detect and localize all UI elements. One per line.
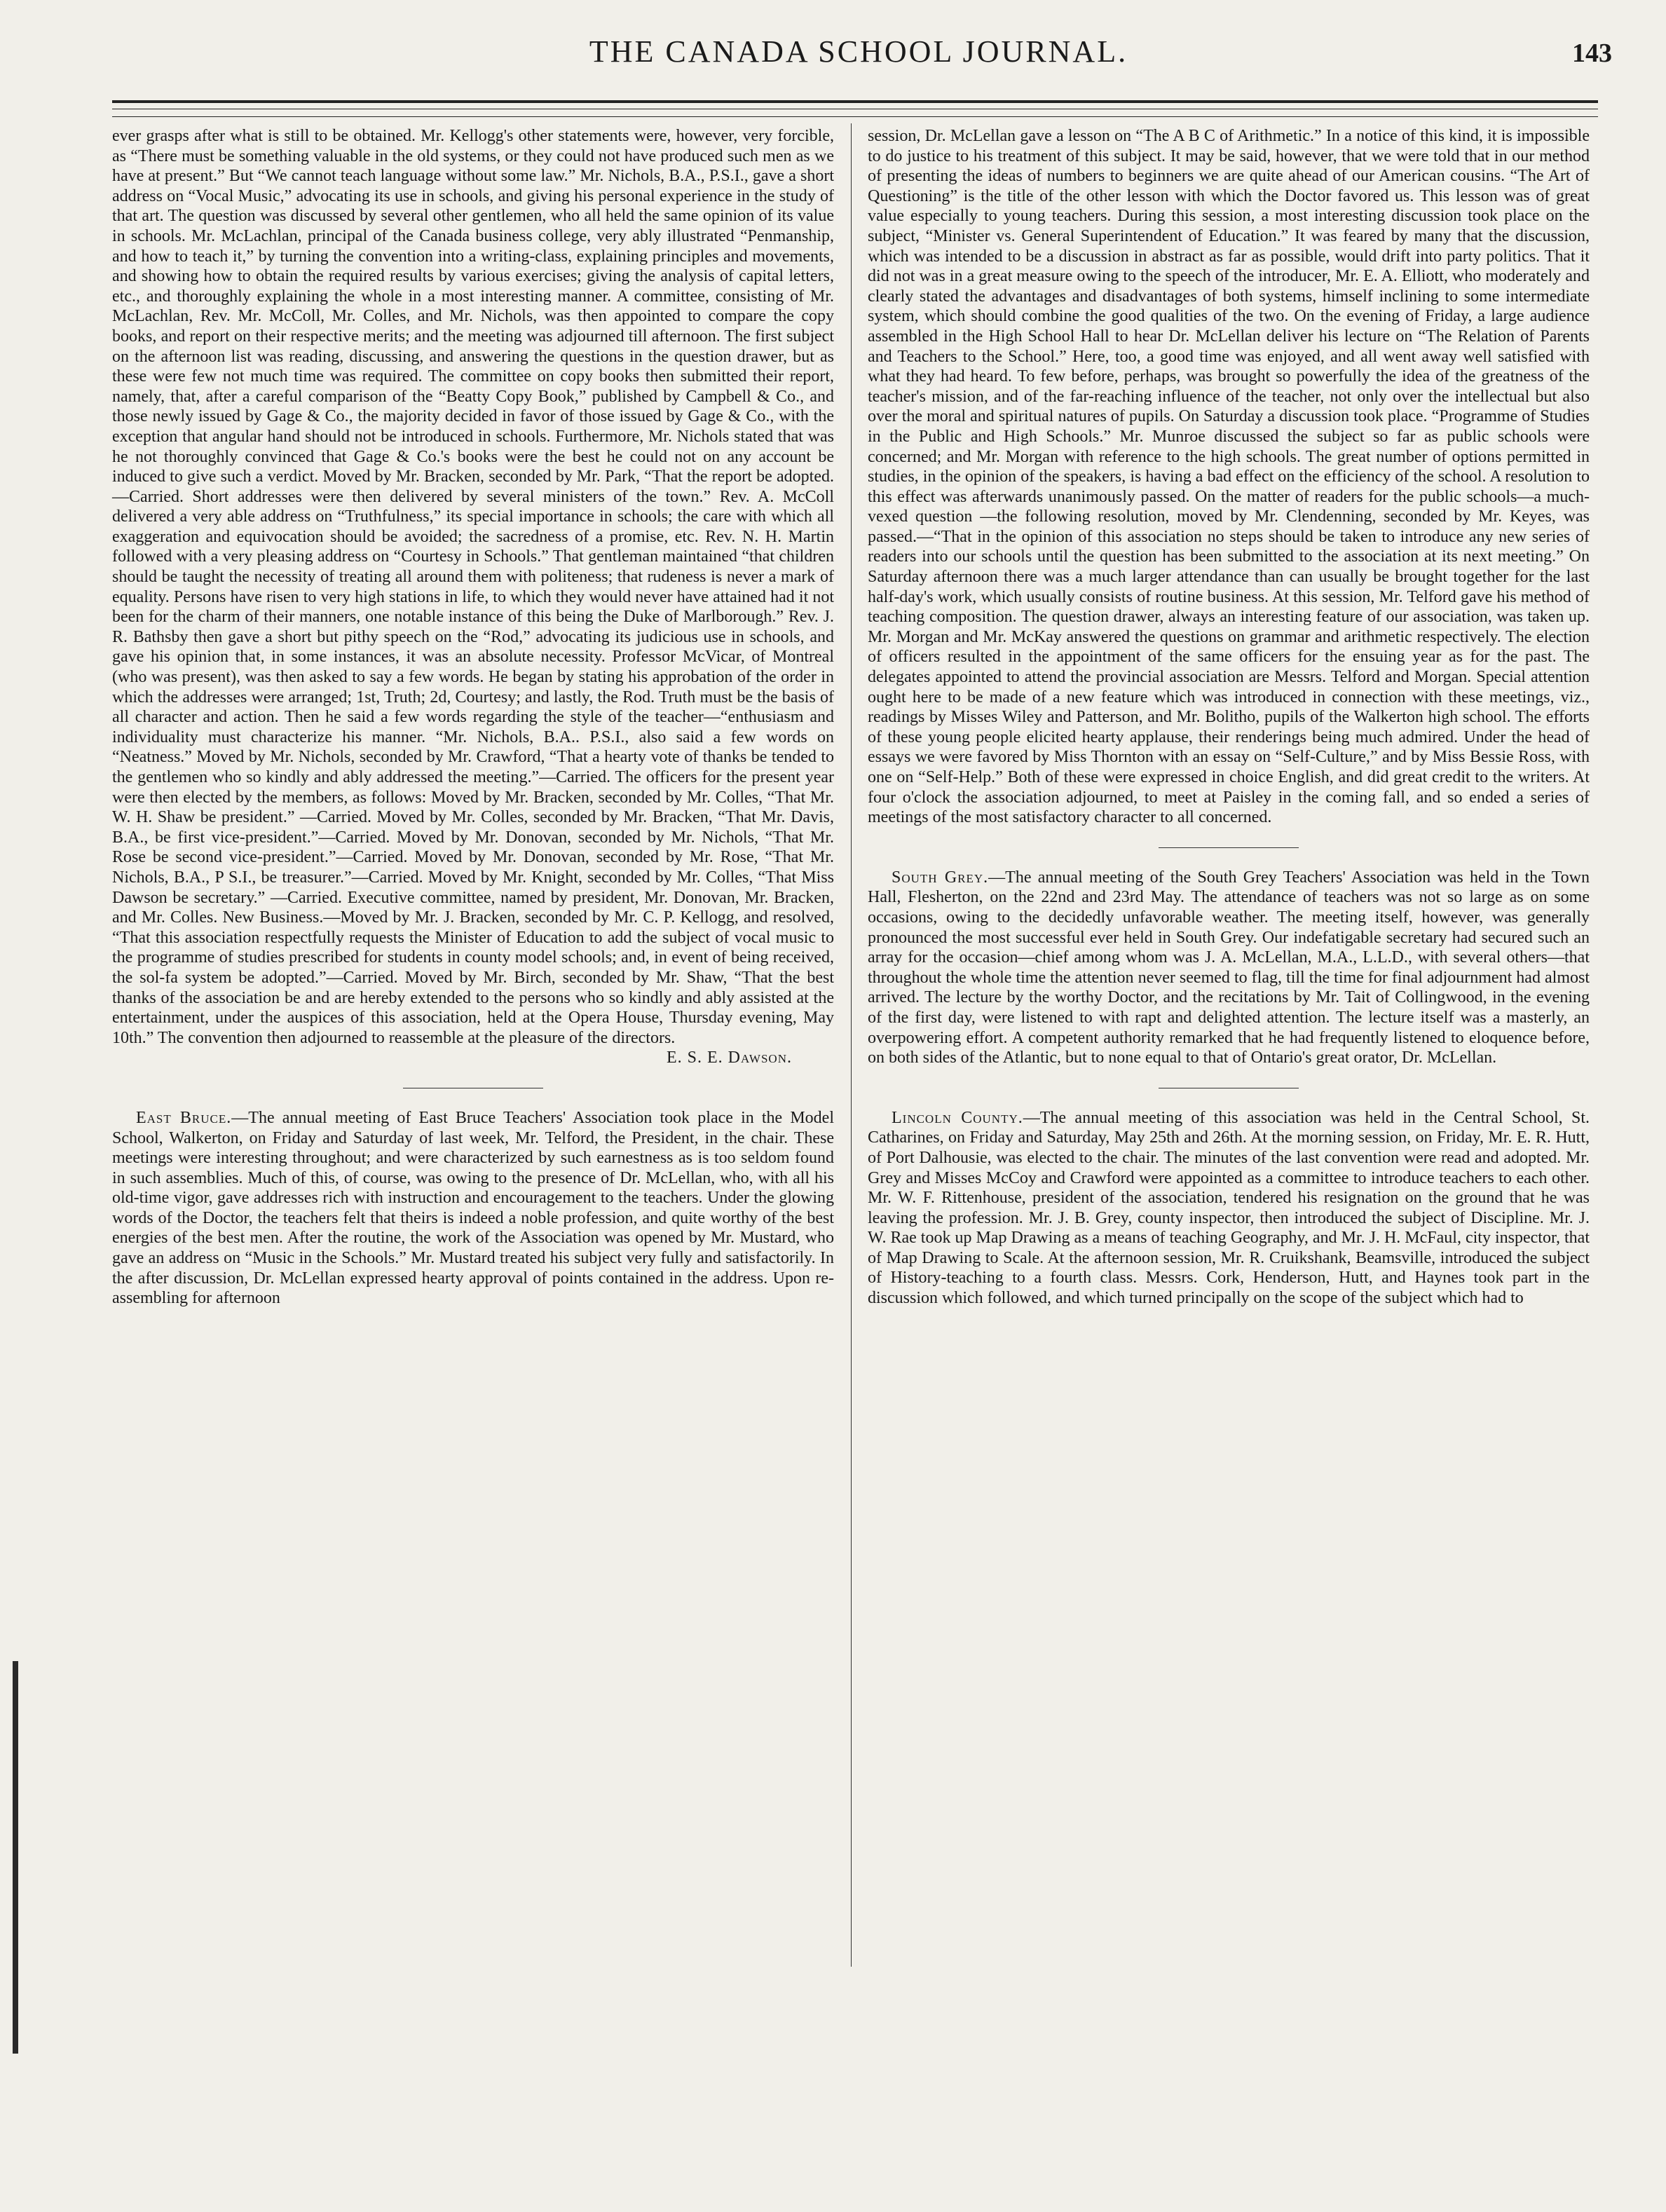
lincoln-county-report xyxy=(868,1108,1590,1309)
left-column xyxy=(112,126,834,1309)
page-header xyxy=(105,34,1612,97)
section-body: —The annual meeting of East Bruce Teachers' Association took place in the Model School, Walkerton, on Friday and Saturday of last week, Mr. Telford, the President, in the chair. These meetings were interesting throughout; and were characterized by such earnestness as is too seldom found in such assemblies. Much of this, of course, was owing to the presence of Dr. McLellan, who, with all his old-time vigor, gave addresses rich with instruction and encouragement to the teachers. Under the glowing words of the Doctor, the teachers felt that theirs is indeed a noble profession, and quite worthy of the best energies of the best men. After the routine, the work of the Association was opened by Mr. Mustard, who gave an address on “Music in the Schools.” Mr. Mustard treated his subject very fully and satisfactorily. In the after discussion, Dr. McLellan expressed hearty approval of points contained in the address. Upon re-assembling for afternoon xyxy=(112,1108,835,1308)
header-rule xyxy=(112,100,1598,103)
binding-edge xyxy=(13,1661,18,2054)
section-body: —The annual meeting of the South Grey Teachers' Association was held in the Town Hall, Flesherton, on the 22nd and 23rd May. The attendance of teachers was not so large as on some occasions, owing to the decidedly unfavorable weather. The meeting itself, however, was generally pronounced the most successful ever held in South Grey. Our indefatigable secretary had secured such an array for the occasion—chief among whom was J. A. McLellan, M.A., L.L.D., with several others—that throughout the whole time the attention never seemed to flag, till the time for final adjournment had almost arrived. The lecture by the worthy Doctor, and the recitations by Mr. Tait of Collingwood, in the evening of the first day, were listened to with rapt and delighted attention. The lecture itself was a masterly, an overpowering effort. A competent authority remarked that he had frequently listened to eloquence before, on both sides of the Atlantic, but to none equal to that of Ontario's great orator, Dr. McLellan. xyxy=(868,868,1590,1067)
article-signature xyxy=(112,1048,834,1068)
right-column xyxy=(868,126,1590,1309)
signature-text: E. S. E. Dawson. xyxy=(667,1049,792,1067)
section-heading: Lincoln County. xyxy=(892,1108,1023,1127)
page-number: 143 xyxy=(1572,39,1612,68)
section-heading: South Grey. xyxy=(892,868,989,887)
column-rule xyxy=(851,123,852,1967)
section-separator xyxy=(1159,847,1299,848)
journal-title: THE CANADA SCHOOL JOURNAL. xyxy=(589,34,1128,69)
article-paragraph: session, Dr. McLellan gave a lesson on “The A B C of Arithmetic.” In a notice of this kind, it is impossible to do justice to his treatment of this subject. It may be said, however, that we were told that in our method of presenting the ideas of numbers to beginners we are quite ahead of our American cousins. “The Art of Questioning” is the title of the other lesson with which the Doctor favored us. This lesson was of great value especially to young teachers. During this session, a most interesting discussion took place on the subject, “Minister vs. General Superintendent of Education.” It was feared by many that the discussion, which was intended to be a discussion in abstract as far as possible, would drift into party politics. That it did not was in a great measure owing to the speech of the introducer, Mr. E. A. Elliott, who moderately and clearly stated the advantages and disadvantages of both systems, himself inclining to some intermediate system, which should combine the good qualities of the two. On the evening of Friday, a large audience assembled in the High School Hall to hear Dr. McLellan deliver his lecture on “The Relation of Parents and Teachers to the School.” Here, too, a good time was enjoyed, and all went away well satisfied with what they had heard. To few before, perhaps, was brought so powerfully the idea of the greatness of the teacher's mission, and of the far-reaching influence of the teacher, not only over the intellectual but also over the moral and spiritual natures of pupils. On Saturday a discussion took place. “Programme of Studies in the Public and High Schools.” Mr. Munroe discussed the subject so far as public schools were concerned; and Mr. Morgan with reference to the high schools. The great number of options permitted in studies, in the opinion of the speakers, is having a bad effect on the efficiency of the school. A resolution to this effect was afterwards unanimously passed. On the matter of readers for the public schools—a much-vexed question —the following resolution, moved by Mr. Clendenning, seconded by Mr. Keyes, was passed.—“That in the opinion of this association no steps should be taken to introduce any new series of readers into our schools until the question has been submitted to the association at its next meeting.” On Saturday afternoon there was a much larger attendance than can usually be brought together for the last half-day's work, which usually consists of routine business. At this session, Mr. Telford gave his method of teaching composition. The question drawer, always an interesting feature of our association, was taken up. Mr. Morgan and Mr. McKay answered the questions on grammar and arithmetic respectively. The election of officers resulted in the appointment of the same officers for the ensuing year as for the past. The delegates appointed to attend the provincial association are Messrs. Telford and Morgan. Special attention ought here to be made of a new feature which was introduced in connection with these meetings, viz., readings by Misses Wiley and Patterson, and Mr. Bolitho, pupils of the Walkerton high school. The efforts of these young people elicited hearty applause, their renderings being much admired. Under the head of essays we were favored by Miss Thornton with an essay on “Self-Culture,” and by Miss Bessie Ross, with one on “Self-Help.” Both of these were expressed in choice English, and did great credit to the writers. At four o'clock the association adjourned, to meet at Paisley in the coming fall, and so ended a series of meetings of the most satisfactory character to all concerned. xyxy=(868,127,1590,827)
article-paragraph: ever grasps after what is still to be obtained. Mr. Kellogg's other statements were, however, very forcible, as “There must be something valuable in the old systems, or they could not have produced such men as we have at present.” But “We cannot teach language without some law.” Mr. Nichols, B.A., P.S.I., gave a short address on “Vocal Music,” advocating its use in schools, and giving his personal experience in the study of that art. The question was discussed by several other gentlemen, who all held the same opinion of its value in schools. Mr. McLachlan, principal of the Canada business college, very ably illustrated “Penmanship, and how to teach it,” by turning the convention into a writing-class, explaining principles and movements, and showing how to obtain the required results by various exercises; giving the analysis of capital letters, etc., and thoroughly explaining the whole in a most interesting manner. A committee, consisting of Mr. McLachlan, Rev. Mr. McColl, Mr. Colles, and Mr. Nichols, was then appointed to compare the copy books, and report on their respective merits; and the meeting was adjourned till afternoon. The first subject on the afternoon list was reading, discussing, and answering the questions in the question drawer, but as these were few not much time was required. The committee on copy books then submitted their report, namely, that, after a careful comparison of the “Beatty Copy Book,” published by Campbell & Co., and those newly issued by Gage & Co., the majority decided in favor of those issued by Gage & Co., with the exception that angular hand should not be introduced in schools. Furthermore, Mr. Nichols stated that was he not thoroughly convinced that Gage & Co.'s books were the best he could not on any account be induced to give such a verdict. Moved by Mr. Bracken, seconded by Mr. Park, “That the report be adopted.—Carried. Short addresses were then delivered by several ministers of the town.” Rev. A. McColl delivered a very able address on “Truthfulness,” its special importance in schools; the care with which all exaggeration and equivocation should be avoided; the sacredness of a promise, etc. Rev. N. H. Martin followed with a very pleasing address on “Courtesy in Schools.” That gentleman maintained “that children should be taught the necessity of treating all around them with politeness; that rudeness is never a mark of equality. Persons have risen to very high stations in life, to which they would never have attained had it not been for the charm of their manners, one notable instance of this being the Duke of Marlborough.” Rev. J. R. Bathsby then gave a short but pithy speech on the “Rod,” advocating its judicious use in schools, and gave his opinion that, in some instances, it was an absolute necessity. Professor McVicar, of Montreal (who was present), was then asked to say a few words. He began by stating his approbation of the order in which the addresses were arranged; 1st, Truth; 2d, Courtesy; and lastly, the Rod. Truth must be the basis of all character and action. Then he said a few words regarding the style of the teacher—“enthusiasm and individuality must characterize his manner. “Mr. Nichols, B.A.. P.S.I., also said a few words on “Neatness.” Moved by Mr. Nichols, seconded by Mr. Crawford, “That a hearty vote of thanks be tended to the gentlemen who so kindly and ably addressed the meeting.”—Carried. The officers for the present year were then elected by the members, as follows: Moved by Mr. Bracken, seconded by Mr. Colles, “That Mr. W. H. Shaw be president.” —Carried. Moved by Mr. Colles, seconded by Mr. Bracken, “That Mr. Davis, B.A., be first vice-president.”—Carried. Moved by Mr. Donovan, seconded by Mr. Nichols, “That Mr. Rose be second vice-president.”—Carried. Moved by Mr. Donovan, seconded by Mr. Rose, “That Mr. Nichols, B.A., P S.I., be treasurer.”—Carried. Moved by Mr. Knight, seconded by Mr. Colles, “That Miss Dawson be secretary.” —Carried. Executive committee, named by president, Mr. Donovan, Mr. Bracken, and Mr. Colles. New Business.—Moved by Mr. J. Bracken, seconded by Mr. C. P. Kellogg, and resolved, “That this association respectfully requests the Minister of Education to add the subject of vocal music to the programme of studies prescribed for students in county model schools; and, in event of being received, the sol-fa system be adopted.”—Carried. Moved by Mr. Birch, seconded by Mr. Shaw, “That the best thanks of the association be and are hereby extended to the persons who so kindly and ably assisted at the entertainment, under the auspices of this association, held at the Opera House, Thursday evening, May 10th.” The convention then adjourned to reassemble at the pleasure of the directors. xyxy=(112,127,834,1047)
section-body: —The annual meeting of this association was held in the Central School, St. Catharines, on Friday and Saturday, May 25th and 26th. At the morning session, on Friday, Mr. E. R. Hutt, of Port Dalhousie, was elected to the chair. The minutes of the last convention were read and adopted. Mr. Grey and Misses McCoy and Crawford were appointed as a committee to introduce teachers to each other. Mr. W. F. Rittenhouse, president of the association, tendered his resignation on the ground that he was leaving the profession. Mr. J. B. Grey, county inspector, then introduced the subject of Discipline. Mr. J. W. Rae took up Map Drawing as a means of teaching Geography, and Mr. J. H. McFaul, city inspector, that of Map Drawing to Scale. At the afternoon session, Mr. R. Cruikshank, Beamsville, introduced the subject of History-teaching to a fourth class. Messrs. Cork, Henderson, Hutt, and Haynes took part in the discussion which followed, and which turned principally on the scope of the subject which had to xyxy=(868,1108,1590,1308)
east-bruce-report xyxy=(112,1108,834,1309)
south-grey-report xyxy=(868,868,1590,1068)
header-rule xyxy=(112,116,1598,117)
section-heading: East Bruce. xyxy=(136,1108,232,1127)
